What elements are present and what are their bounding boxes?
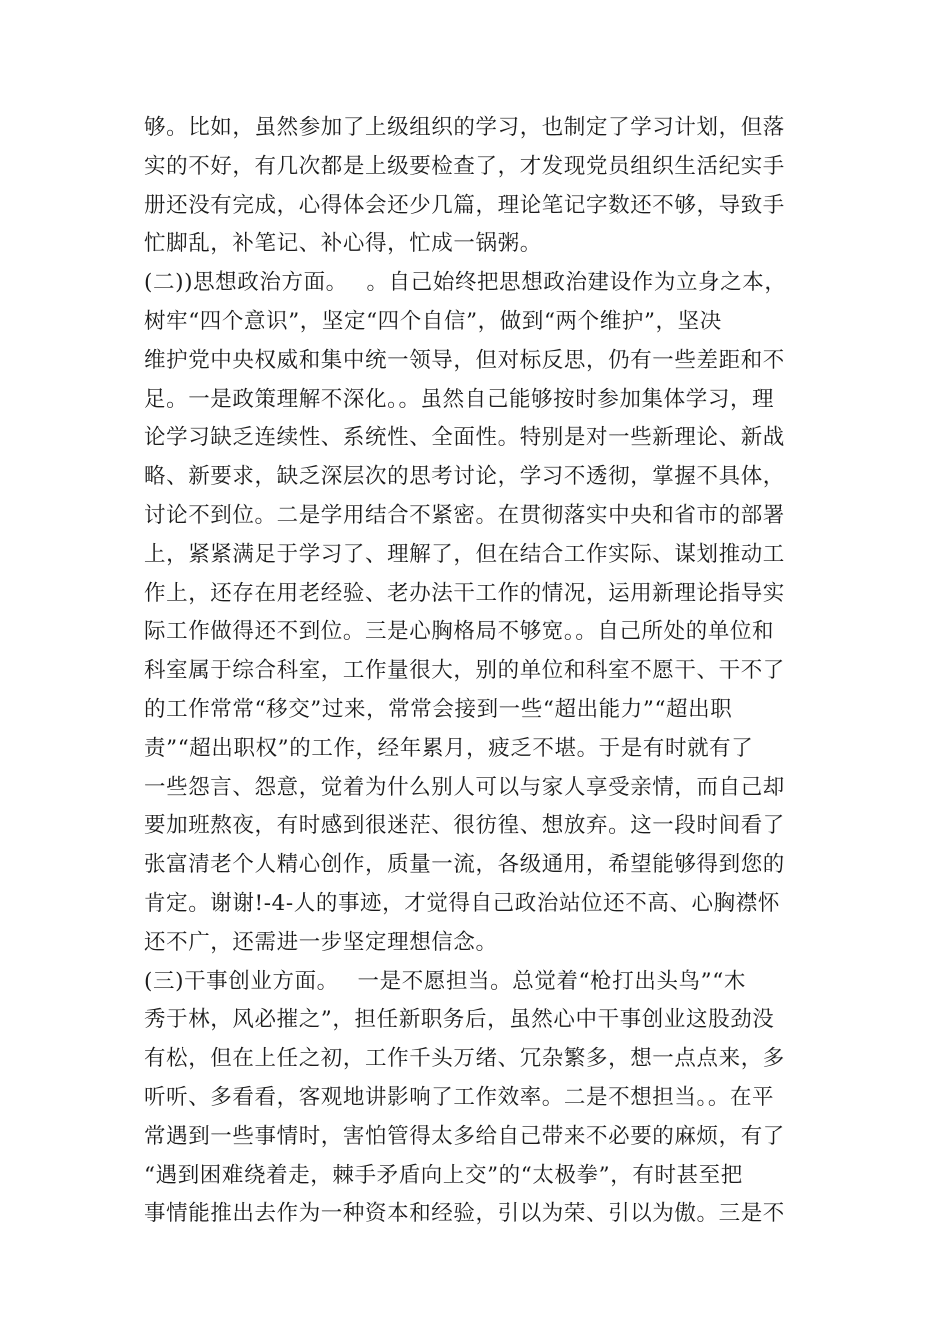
text-line: (二))思想政治方面。 。自己始终把思想政治建设作为立身之本，: [144, 270, 787, 296]
text-line: 一些怨言、怨意，觉着为什么别人可以与家人享受亲情，而自己却: [144, 774, 785, 800]
text-line: 听听、多看看，客观地讲影响了工作效率。二是不想担当。。在平: [144, 1084, 775, 1110]
text-line: 略、新要求，缺乏深层次的思考讨论，学习不透彻，掌握不具体，: [144, 464, 785, 490]
text-line: 秀于林，风必摧之”，担任新职务后，虽然心中干事创业这股劲没: [144, 1007, 775, 1033]
text-line: “遇到困难绕着走，棘手矛盾向上交”的“太极拳”，有时甚至把: [144, 1162, 743, 1188]
text-line: 够。比如，虽然参加了上级组织的学习，也制定了学习计划，但落: [144, 115, 785, 140]
text-line: 册还没有完成，心得体会还少几篇，理论笔记字数还不够，导致手: [144, 192, 785, 218]
text-line: 要加班熬夜，有时感到很迷茫、很彷徨、想放弃。这一段时间看了: [144, 813, 785, 839]
text-line: 足。一是政策理解不深化。。虽然自己能够按时参加集体学习，理: [144, 386, 775, 412]
text-line: 责”“超出职权”的工作，经年累月，疲乏不堪。于是有时就有了: [144, 735, 754, 761]
text-line: 张富清老个人精心创作，质量一流，各级通用，希望能够得到您的: [144, 852, 785, 878]
text-line: 讨论不到位。二是学用结合不紧密。在贯彻落实中央和省市的部署: [144, 502, 785, 528]
text-line: 作上，还存在用老经验、老办法干工作的情况，运用新理论指导实: [144, 580, 785, 606]
text-line: 科室属于综合科室，工作量很大，别的单位和科室不愿干、干不了: [144, 658, 785, 684]
document-body: [144, 109, 824, 1234]
text-line: 实的不好，有几次都是上级要检查了，才发现党员组织生活纪实手: [144, 153, 785, 179]
text-line: 际工作做得还不到位。三是心胸格局不够宽。。自己所处的单位和: [144, 619, 775, 645]
text-line: 忙脚乱，补笔记、补心得，忙成一锅粥。: [144, 231, 542, 257]
text-line: 维护党中央权威和集中统一领导，但对标反思，仍有一些差距和不: [144, 347, 785, 373]
text-line: (三)干事创业方面。 一是不愿担当。总觉着“枪打出头鸟”“木: [144, 968, 746, 994]
text-line: 论学习缺乏连续性、系统性、全面性。特别是对一些新理论、新战: [144, 425, 785, 451]
text-line: 事情能推出去作为一种资本和经验，引以为荣、引以为傲。三是不: [144, 1201, 785, 1227]
text-line: 的工作常常“移交”过来，常常会接到一些“超出能力”“超出职: [144, 696, 733, 722]
text-line: 有松，但在上任之初，工作千头万绪、冗杂繁多，想一点点来，多: [144, 1046, 785, 1072]
text-line: 还不广，还需进一步坚定理想信念。: [144, 929, 498, 955]
text-line: 树牢“四个意识”，坚定“四个自信”，做到“两个维护”，坚决: [144, 308, 722, 334]
text-line: 常遇到一些事情时，害怕管得太多给自己带来不必要的麻烦，有了: [144, 1123, 785, 1149]
text-line: 肯定。谢谢!-4-人的事迹，才觉得自己政治站位还不高、心胸襟怀: [144, 890, 780, 916]
text-line: 上，紧紧满足于学习了、理解了，但在结合工作实际、谋划推动工: [144, 541, 785, 567]
